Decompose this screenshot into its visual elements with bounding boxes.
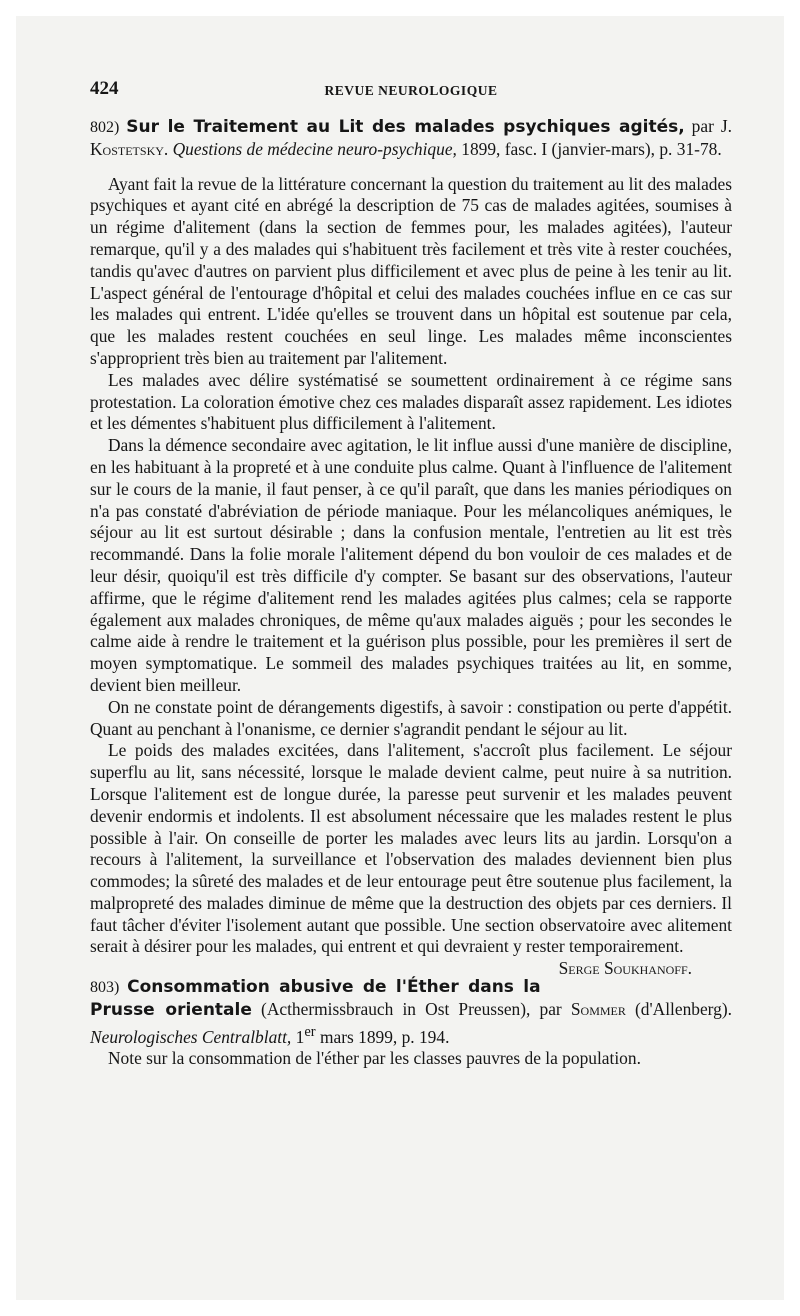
entry-date-rest: mars 1899, p. 194. — [319, 1026, 450, 1047]
entry-number: 803) — [90, 979, 120, 997]
paragraph-last — [90, 740, 732, 979]
entry-date-day: 1 — [295, 1026, 305, 1047]
entry-subtitle: (Acthermissbrauch in Ost Preussen), par — [261, 999, 562, 1020]
entry-title: Sur le Traitement au Lit des malades psychiques agités, — [126, 117, 685, 137]
entry-details: 1899, fasc. I (janvier-mars), p. 31-78. — [461, 138, 722, 159]
paragraph: Dans la démence secondaire avec agitation, le lit influe aussi d'une manière de discipline, en les habituant à la propreté et à une conduite plus calme. Quant à l'influence de l'alitement sur le cours de la manie, il faut penser, à ce qu'il paraît, que dans les manies périodiques on n'a pas constaté d'abréviation de période maniaque. Pour les mélancoliques anémiques, le séjour au lit est surtout désirable ; dans la confusion mentale, l'entretien au lit est très recommandé. Dans la folie morale l'alitement dépend du bon vouloir de ces malades et de leur désir, quoiqu'il est très difficile d'y compter. Se basant sur des observations, l'auteur affirme, que le régime d'alitement rend les malades agitées plus calmes; cela se rapporte également aux malades chroniques, de même qu'aux malades aiguës ; pour les secondes le calme aide à rendre le traitement et la guérison plus possible, pour les premières il sert de moyen symptomatique. Le sommeil des malades psychiques traitées au lit, en somme, devient bien meilleur. — [90, 435, 732, 695]
paragraph: On ne constate point de dérangements digestifs, à savoir : constipation ou perte d'appétit. Quant au penchant à l'onanisme, ce dernier s'agrandit pendant le séjour au lit. — [90, 696, 732, 739]
entry-affiliation: (d'Allenberg). — [635, 999, 732, 1020]
entry-title: Consommation abusive de l'Éther dans la Prusse orientale — [90, 977, 541, 1021]
entry-803 — [90, 976, 732, 1070]
journal-page — [90, 78, 732, 1070]
entry-date-sup: er — [304, 1023, 316, 1040]
scanned-sheet — [16, 16, 784, 1300]
paragraph: Ayant fait la revue de la littérature concernant la question du traitement au lit des malades psychiques et ayant cité en abrégé la description de 75 cas de malades agitées, soumises à un régime d'alitement (dans la section de femmes pour, les malades agitées), l'auteur remarque, qu'il y a des malades qui s'habituent très facilement et très vite à rester couchées, tandis qu'avec d'autres on parvient plus difficilement et avec plus de peine à les tenir au lit. L'aspect général de l'entourage d'hôpital et celui des malades couchées influe en ce cas sur les malades qui entrent. L'idée qu'elles se trouvent dans un hôpital est soutenue par cela, que les malades restent couchées en seul linge. Les malades même inconscientes s'approprient très bien au traitement par l'alitement. — [90, 173, 732, 368]
entry-heading — [90, 976, 732, 1048]
paragraph-text: Le poids des malades excitées, dans l'alitement, s'accroît plus facilement. Le séjour superflu au lit, sans nécessité, lorsque le malade devient calme, peut nuire à sa nutrition. Lorsque l'alitement est de longue durée, la paresse peut survenir et les malades peuvent devenir endormis et indolents. Il est absolument nécessaire que les malades restent le plus possible à l'air. On conseille de porter les malades avec leurs lits au jardin. Lorsqu'on a recours à l'alitement, la surveillance et l'observation des malades deviennent bien plus commodes; la sûreté des malades et de leur entourage peut être soutenue plus facilement, la malpropreté des malades diminue de même que la destruction des objets par ces derniers. Il faut tâcher d'éviter l'isolement autant que possible. Une section observatoire avec alitement serait à désirer pour les malades, qui entrent et qui devraient y rester temporairement. — [90, 740, 732, 957]
page-header — [90, 78, 732, 102]
entry-802 — [90, 116, 732, 979]
entry-author: Sommer — [570, 999, 626, 1020]
author-signature: Serge Soukhanoff. — [558, 958, 692, 979]
entry-heading — [90, 116, 732, 161]
page-number: 424 — [90, 78, 119, 99]
entry-number: 802) — [90, 119, 120, 136]
paragraph: Les malades avec délire systématisé se soumettent ordinairement à ce régime sans protestation. La coloration émotive chez ces malades disparaît assez rapidement. Les idiotes et les démentes s'habituent plus difficilement à l'alitement. — [90, 369, 732, 434]
entry-note: Note sur la consommation de l'éther par les classes pauvres de la population. — [108, 1048, 641, 1069]
entry-author: J. Kostetsky. — [90, 116, 732, 159]
running-head: REVUE NEUROLOGIQUE — [324, 83, 498, 98]
entry-by: par — [691, 116, 714, 136]
entry-journal: Neurologisches Centralblatt, — [90, 1026, 292, 1047]
entry-journal: Questions de médecine neuro-psychique, — [172, 138, 457, 159]
